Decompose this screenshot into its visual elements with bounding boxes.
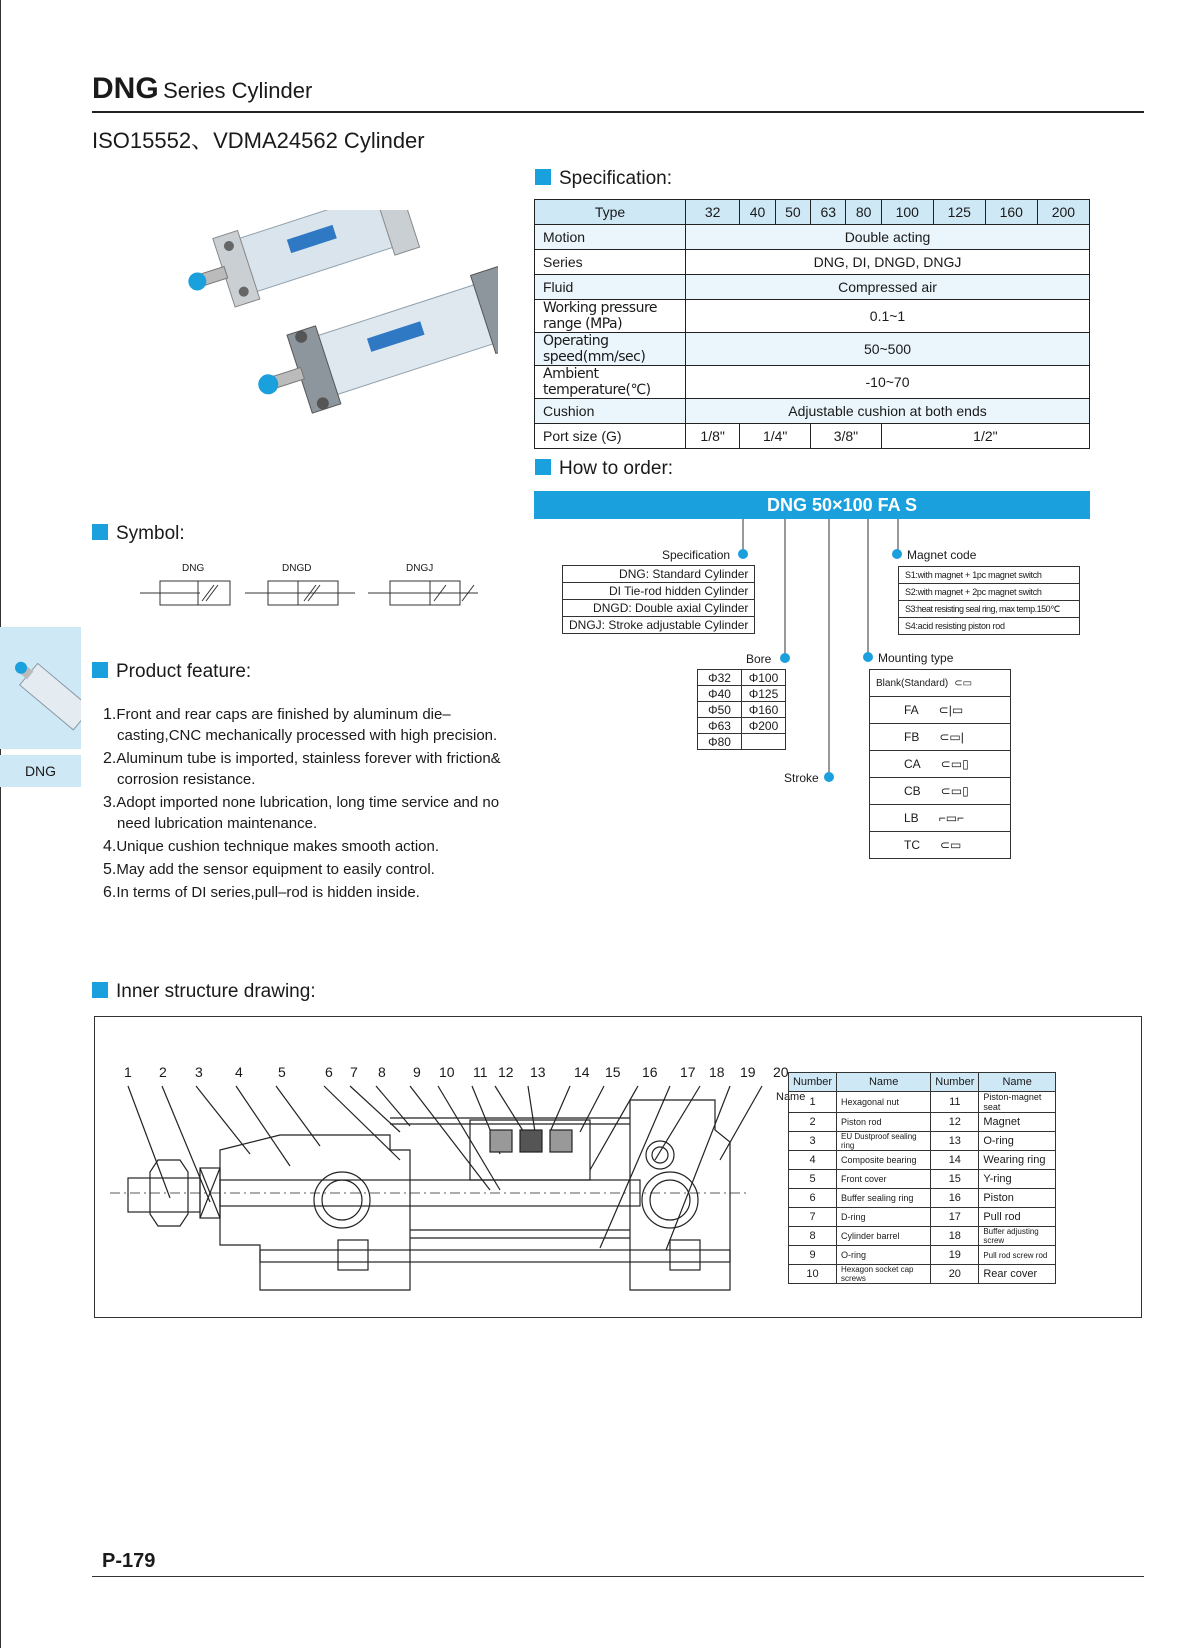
bore-item: Φ80 [698, 734, 742, 750]
feature-text: Aluminum tube is imported, stainless forever with friction& corrosion resistance. [116, 750, 501, 788]
part-name: D-ring [837, 1208, 931, 1227]
order-bore-dot [780, 653, 790, 663]
callout-number: 10 [439, 1064, 455, 1080]
order-bore-label: Bore [746, 652, 772, 666]
spec-row [535, 300, 1090, 333]
feature-number: 6. [103, 884, 117, 901]
series-suffix: Series Cylinder [163, 78, 313, 103]
side-tab[interactable] [0, 755, 81, 787]
order-spec-item: DI Tie-rod hidden Cylinder [563, 583, 755, 600]
order-code-bar [534, 491, 1090, 519]
callout-number: 4 [235, 1064, 243, 1080]
mounting-item [870, 697, 1011, 724]
table-row [789, 1227, 1056, 1246]
callout-number: 19 [740, 1064, 756, 1080]
cross-section-drawing [110, 1080, 780, 1305]
callout-number: 15 [605, 1064, 621, 1080]
page-left-border [0, 0, 1, 1648]
name-label: Name [776, 1091, 806, 1103]
mounting-shape-icon: ⊂▭ [940, 838, 962, 852]
mounting-item [870, 751, 1011, 778]
spec-bore: 160 [985, 200, 1037, 225]
part-number: 1 [789, 1092, 837, 1113]
feature-item [103, 859, 503, 880]
order-spec-label [662, 548, 730, 562]
feature-item [103, 882, 503, 903]
callout-number: 6 [325, 1064, 333, 1080]
order-spec-item: DNGD: Double axial Cylinder [563, 600, 755, 617]
part-name: Front cover [837, 1170, 931, 1189]
specification-heading-text: Specification: [559, 168, 673, 189]
page-number: P-179 [102, 1550, 156, 1572]
mounting-item-label: Blank(Standard) [876, 677, 949, 689]
table-row [789, 1092, 1056, 1113]
order-bore-table [697, 669, 786, 750]
page-subtitle: ISO15552、VDMA24562 Cylinder [92, 128, 425, 153]
section-marker-icon [535, 459, 551, 475]
parts-header: Name [837, 1073, 931, 1092]
part-name: Piston [979, 1189, 1056, 1208]
part-number: 5 [789, 1170, 837, 1189]
feature-number: 4. [103, 838, 117, 855]
spec-row-value: Adjustable cushion at both ends [686, 399, 1090, 424]
order-code: DNG 50×100 FA S [767, 495, 917, 515]
spec-header-row [535, 200, 1090, 225]
mounting-item [870, 670, 1011, 697]
mounting-shape-icon: ⊂▭▯ [940, 757, 969, 771]
order-spec-table [562, 565, 755, 634]
bore-item [742, 734, 786, 750]
part-number: 11 [931, 1092, 979, 1113]
symbol-label-dngj: DNGJ [406, 563, 434, 574]
feature-item [103, 792, 503, 834]
feature-text: Front and rear caps are finished by aluminum die–casting,CNC mechanically processed with high precision. [116, 706, 498, 744]
mounting-item-label: LB [904, 811, 919, 825]
feature-number: 3. [103, 794, 117, 811]
magnet-item: S3:heat resisting seal ring, max temp.150℃ [899, 601, 1080, 618]
callout-number: 3 [195, 1064, 203, 1080]
order-stroke-label: Stroke [784, 771, 819, 785]
spec-row-value: 50~500 [686, 333, 1090, 366]
order-magnet-label: Magnet code [907, 548, 977, 562]
part-name: Cylinder barrel [837, 1227, 931, 1246]
symbol-label-dngd: DNGD [282, 563, 312, 574]
callout-number: 12 [498, 1064, 514, 1080]
table-row [789, 1189, 1056, 1208]
spec-row-label: Port size (G) [535, 424, 686, 449]
bore-item: Φ125 [742, 686, 786, 702]
spec-row [535, 366, 1090, 399]
spec-bore: 50 [775, 200, 810, 225]
feature-number: 5. [103, 861, 117, 878]
feature-number: 2. [103, 750, 117, 767]
feature-text: Adopt imported none lubrication, long time service and no need lubrication maintenance. [116, 794, 500, 832]
mounting-shape-icon: ⊂▭▯ [940, 784, 969, 798]
part-number: 8 [789, 1227, 837, 1246]
spec-bore: 200 [1037, 200, 1089, 225]
spec-bore: 32 [686, 200, 740, 225]
mounting-item [870, 724, 1011, 751]
spec-bore: 125 [933, 200, 985, 225]
table-row [789, 1246, 1056, 1265]
feature-text: In terms of DI series,pull–rod is hidden inside. [116, 884, 420, 901]
spec-bore: 100 [881, 200, 933, 225]
part-number: 16 [931, 1189, 979, 1208]
part-name: Wearing ring [979, 1151, 1056, 1170]
part-name: Piston rod [837, 1113, 931, 1132]
product-feature-heading [92, 661, 251, 683]
callout-number: 7 [350, 1064, 358, 1080]
part-number: 18 [931, 1227, 979, 1246]
spec-port-size: 1/4" [740, 424, 811, 449]
product-feature-heading-text: Product feature: [116, 661, 252, 682]
how-to-order-heading-text: How to order: [559, 458, 674, 479]
spec-bore: 80 [846, 200, 881, 225]
table-row [789, 1265, 1056, 1284]
symbol-drawings [140, 576, 485, 612]
part-name: O-ring [837, 1246, 931, 1265]
spec-row-label: Ambient temperature(℃) [535, 366, 686, 399]
magnet-item: S1:with magnet + 1pc magnet switch [899, 567, 1080, 584]
feature-text: Unique cushion technique makes smooth action. [116, 838, 440, 855]
callout-number: 17 [680, 1064, 696, 1080]
spec-row-label: Fluid [535, 275, 686, 300]
how-to-order-heading [535, 458, 673, 480]
part-number: 2 [789, 1113, 837, 1132]
part-name: Pull rod screw rod [979, 1246, 1056, 1265]
spec-row-value: Double acting [686, 225, 1090, 250]
specification-table [534, 199, 1090, 449]
inner-structure-heading-text: Inner structure drawing: [116, 981, 316, 1002]
mounting-item-label: CA [904, 757, 921, 771]
part-name: Buffer sealing ring [837, 1189, 931, 1208]
callout-number: 16 [642, 1064, 658, 1080]
table-row [789, 1113, 1056, 1132]
mounting-item-label: CB [904, 784, 921, 798]
spec-row-value: 0.1~1 [686, 300, 1090, 333]
part-name: EU Dustproof sealing ring [837, 1132, 931, 1151]
spec-row [535, 250, 1090, 275]
part-number: 4 [789, 1151, 837, 1170]
mounting-shape-icon: ⊂|▭ [938, 703, 964, 717]
spec-port-size: 1/8" [686, 424, 740, 449]
table-row [789, 1170, 1056, 1189]
part-name: Composite bearing [837, 1151, 931, 1170]
parts-table [788, 1072, 1056, 1284]
callout-number: 13 [530, 1064, 546, 1080]
spec-bore: 40 [740, 200, 775, 225]
callout-number: 18 [709, 1064, 725, 1080]
spec-row [535, 225, 1090, 250]
order-spec-item: DNGJ: Stroke adjustable Cylinder [563, 617, 755, 634]
parts-header-row [789, 1073, 1056, 1092]
spec-port-size: 3/8" [811, 424, 882, 449]
spec-type-label: Type [535, 200, 686, 225]
spec-port-size: 1/2" [881, 424, 1089, 449]
part-name: Buffer adjusting screw [979, 1227, 1056, 1246]
feature-list [103, 704, 503, 905]
bore-item: Φ32 [698, 670, 742, 686]
order-magnet-table [898, 566, 1080, 635]
spec-row [535, 333, 1090, 366]
side-tab-label: DNG [24, 763, 57, 779]
title-rule [92, 111, 1144, 113]
spec-row-label: Series [535, 250, 686, 275]
bore-item: Φ40 [698, 686, 742, 702]
bore-item: Φ50 [698, 702, 742, 718]
parts-header: Name [979, 1073, 1056, 1092]
part-number: 14 [931, 1151, 979, 1170]
part-name: Hexagonal nut [837, 1092, 931, 1113]
feature-number: 1. [103, 706, 117, 723]
mounting-item-label: FB [904, 730, 920, 744]
callout-number: 5 [278, 1064, 286, 1080]
series-name: DNG [92, 72, 159, 105]
mounting-shape-icon: ⊂▭| [939, 730, 964, 744]
mounting-shape-icon: ⌐▭⌐ [938, 811, 965, 825]
part-number: 19 [931, 1246, 979, 1265]
callout-number: 9 [413, 1064, 421, 1080]
section-marker-icon [535, 169, 551, 185]
callout-number: 11 [473, 1064, 488, 1080]
symbol-heading-text: Symbol: [116, 523, 185, 544]
mounting-item-label: TC [904, 838, 920, 852]
part-name: Rear cover [979, 1265, 1056, 1284]
part-name: Magnet [979, 1113, 1056, 1132]
order-mounting-dot [863, 652, 873, 662]
part-number: 15 [931, 1170, 979, 1189]
parts-header: Number [931, 1073, 979, 1092]
callout-number: 8 [378, 1064, 386, 1080]
footer-rule [92, 1576, 1144, 1577]
page-title [92, 72, 312, 106]
spec-row-value: -10~70 [686, 366, 1090, 399]
spec-row-value: DNG, DI, DNGD, DNGJ [686, 250, 1090, 275]
part-number: 6 [789, 1189, 837, 1208]
spec-row-value: Compressed air [686, 275, 1090, 300]
mounting-item [870, 832, 1011, 859]
spec-row [535, 275, 1090, 300]
feature-item [103, 704, 503, 746]
magnet-item: S2:with magnet + 2pc magnet switch [899, 584, 1080, 601]
spec-row-label: Cushion [535, 399, 686, 424]
feature-item [103, 748, 503, 790]
part-name: Pull rod [979, 1208, 1056, 1227]
magnet-item: S4:acid resisting piston rod [899, 618, 1080, 635]
symbol-label-dng: DNG [182, 563, 205, 574]
part-number: 12 [931, 1113, 979, 1132]
table-row [789, 1132, 1056, 1151]
mounting-item [870, 805, 1011, 832]
spec-row-label: Working pressure range (MPa) [535, 300, 686, 333]
side-tab-image [0, 627, 81, 749]
table-row [789, 1208, 1056, 1227]
spec-row [535, 399, 1090, 424]
mounting-shape-icon: ⊂▭ [954, 677, 973, 689]
order-spec-item: DNG: Standard Cylinder [563, 566, 755, 583]
symbol-heading [92, 523, 185, 545]
part-number: 13 [931, 1132, 979, 1151]
spec-row-label: Motion [535, 225, 686, 250]
part-name: Y-ring [979, 1170, 1056, 1189]
order-magnet-dot [892, 549, 902, 559]
part-number: 17 [931, 1208, 979, 1227]
callout-number: 1 [124, 1064, 132, 1080]
callout-number: 20 [773, 1064, 789, 1080]
order-mounting-table [869, 669, 1011, 859]
section-marker-icon [92, 524, 108, 540]
bore-item: Φ200 [742, 718, 786, 734]
parts-header: Number [789, 1073, 837, 1092]
inner-structure-heading [92, 981, 316, 1003]
spec-row-label: Operating speed(mm/sec) [535, 333, 686, 366]
product-photo [118, 210, 498, 470]
part-number: 10 [789, 1265, 837, 1284]
part-name: Piston-magnet seat [979, 1092, 1056, 1113]
bore-item: Φ100 [742, 670, 786, 686]
bore-item: Φ63 [698, 718, 742, 734]
part-number: 9 [789, 1246, 837, 1265]
part-name: Hexagon socket cap screws [837, 1265, 931, 1284]
part-number: 7 [789, 1208, 837, 1227]
order-stroke-dot [824, 772, 834, 782]
part-number: 3 [789, 1132, 837, 1151]
part-number: 20 [931, 1265, 979, 1284]
mounting-item [870, 778, 1011, 805]
order-mounting-label: Mounting type [878, 651, 954, 665]
feature-text: May add the sensor equipment to easily control. [116, 861, 435, 878]
spec-bore: 63 [811, 200, 846, 225]
table-row [789, 1151, 1056, 1170]
mounting-item-label: FA [904, 703, 919, 717]
feature-item [103, 836, 503, 857]
order-spec-dot [738, 549, 748, 559]
order-spec-label-text: Specification [662, 548, 731, 562]
callout-number: 2 [159, 1064, 167, 1080]
spec-port-row [535, 424, 1090, 449]
section-marker-icon [92, 662, 108, 678]
part-name: O-ring [979, 1132, 1056, 1151]
callout-number: 14 [574, 1064, 590, 1080]
specification-heading [535, 168, 672, 190]
section-marker-icon [92, 982, 108, 998]
bore-item: Φ160 [742, 702, 786, 718]
